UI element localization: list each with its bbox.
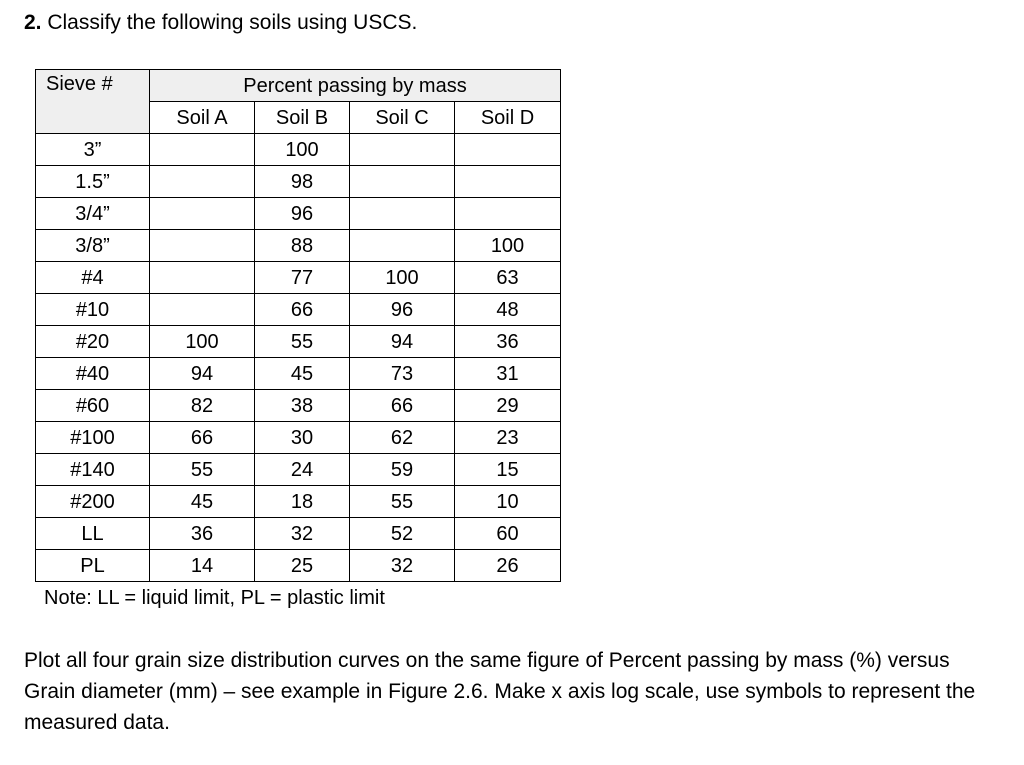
soil-a-cell xyxy=(150,166,255,198)
question-heading xyxy=(24,9,417,37)
soil-d-cell: 60 xyxy=(455,518,561,550)
soil-c-cell: 62 xyxy=(350,422,455,454)
soil-c-cell xyxy=(350,230,455,262)
soil-a-cell xyxy=(150,198,255,230)
soil-d-cell: 31 xyxy=(455,358,561,390)
soil-c-cell: 96 xyxy=(350,294,455,326)
soil-c-cell xyxy=(350,134,455,166)
soil-a-cell xyxy=(150,230,255,262)
soil-a-cell: 82 xyxy=(150,390,255,422)
soil-d-cell: 36 xyxy=(455,326,561,358)
sieve-cell: #40 xyxy=(36,358,150,390)
soil-d-cell: 48 xyxy=(455,294,561,326)
table-row xyxy=(36,230,561,262)
percent-passing-header: Percent passing by mass xyxy=(150,70,561,102)
sieve-cell: PL xyxy=(36,550,150,582)
sieve-cell: 3” xyxy=(36,134,150,166)
soil-b-cell: 25 xyxy=(255,550,350,582)
table-row xyxy=(36,166,561,198)
question-text: Classify the following soils using USCS. xyxy=(41,11,418,34)
soil-c-header: Soil C xyxy=(350,102,455,134)
soil-c-cell: 66 xyxy=(350,390,455,422)
sieve-column-header: Sieve # xyxy=(36,70,150,134)
table-row xyxy=(36,326,561,358)
table-row xyxy=(36,358,561,390)
plot-instructions: Plot all four grain size distribution curves on the same figure of Percent passing by mass (%) versus Grain diameter (mm) – see example in Figure 2.6. Make x axis log scale, use symbols to represent the measured data. xyxy=(24,649,976,734)
table-row xyxy=(36,390,561,422)
sieve-cell: 3/8” xyxy=(36,230,150,262)
sieve-cell: #140 xyxy=(36,454,150,486)
soil-c-cell: 52 xyxy=(350,518,455,550)
soil-c-cell: 94 xyxy=(350,326,455,358)
table-row xyxy=(36,294,561,326)
table-row xyxy=(36,454,561,486)
soil-b-cell: 32 xyxy=(255,518,350,550)
soil-a-header: Soil A xyxy=(150,102,255,134)
soil-d-cell: 29 xyxy=(455,390,561,422)
soil-b-header: Soil B xyxy=(255,102,350,134)
soil-a-cell: 100 xyxy=(150,326,255,358)
sieve-cell: #20 xyxy=(36,326,150,358)
soil-b-cell: 18 xyxy=(255,486,350,518)
table-row xyxy=(36,262,561,294)
soil-b-cell: 45 xyxy=(255,358,350,390)
question-number: 2. xyxy=(24,11,42,34)
soil-d-cell: 100 xyxy=(455,230,561,262)
soil-a-cell: 66 xyxy=(150,422,255,454)
soil-d-cell: 26 xyxy=(455,550,561,582)
soil-b-cell: 30 xyxy=(255,422,350,454)
table-row xyxy=(36,422,561,454)
soil-a-cell: 94 xyxy=(150,358,255,390)
limits-note: Note: LL = liquid limit, PL = plastic limit xyxy=(44,587,385,609)
soil-a-cell: 14 xyxy=(150,550,255,582)
soil-b-cell: 55 xyxy=(255,326,350,358)
soil-a-cell xyxy=(150,294,255,326)
table-row xyxy=(36,518,561,550)
soil-d-cell xyxy=(455,134,561,166)
soil-d-cell: 23 xyxy=(455,422,561,454)
soil-d-cell: 63 xyxy=(455,262,561,294)
soil-c-cell: 55 xyxy=(350,486,455,518)
soil-c-cell xyxy=(350,166,455,198)
sieve-cell: #200 xyxy=(36,486,150,518)
soil-a-cell xyxy=(150,134,255,166)
soil-c-cell: 100 xyxy=(350,262,455,294)
soil-a-cell: 36 xyxy=(150,518,255,550)
soil-d-cell xyxy=(455,198,561,230)
sieve-cell: LL xyxy=(36,518,150,550)
soil-a-cell xyxy=(150,262,255,294)
soil-c-cell: 73 xyxy=(350,358,455,390)
soil-a-cell: 45 xyxy=(150,486,255,518)
table-row xyxy=(36,550,561,582)
soil-a-cell: 55 xyxy=(150,454,255,486)
soil-b-cell: 96 xyxy=(255,198,350,230)
soil-c-cell: 32 xyxy=(350,550,455,582)
sieve-analysis-table xyxy=(35,69,561,582)
soil-d-cell xyxy=(455,166,561,198)
table-row xyxy=(36,134,561,166)
soil-d-header: Soil D xyxy=(455,102,561,134)
soil-b-cell: 77 xyxy=(255,262,350,294)
sieve-cell: 3/4” xyxy=(36,198,150,230)
sieve-cell: 1.5” xyxy=(36,166,150,198)
sieve-cell: #10 xyxy=(36,294,150,326)
soil-b-cell: 38 xyxy=(255,390,350,422)
soil-b-cell: 100 xyxy=(255,134,350,166)
table-row xyxy=(36,486,561,518)
soil-d-cell: 10 xyxy=(455,486,561,518)
soil-d-cell: 15 xyxy=(455,454,561,486)
soil-b-cell: 98 xyxy=(255,166,350,198)
soil-b-cell: 88 xyxy=(255,230,350,262)
soil-c-cell xyxy=(350,198,455,230)
sieve-cell: #100 xyxy=(36,422,150,454)
sieve-cell: #4 xyxy=(36,262,150,294)
sieve-cell: #60 xyxy=(36,390,150,422)
soil-b-cell: 66 xyxy=(255,294,350,326)
table-header-row xyxy=(36,70,561,102)
soil-b-cell: 24 xyxy=(255,454,350,486)
table-row xyxy=(36,198,561,230)
soil-c-cell: 59 xyxy=(350,454,455,486)
